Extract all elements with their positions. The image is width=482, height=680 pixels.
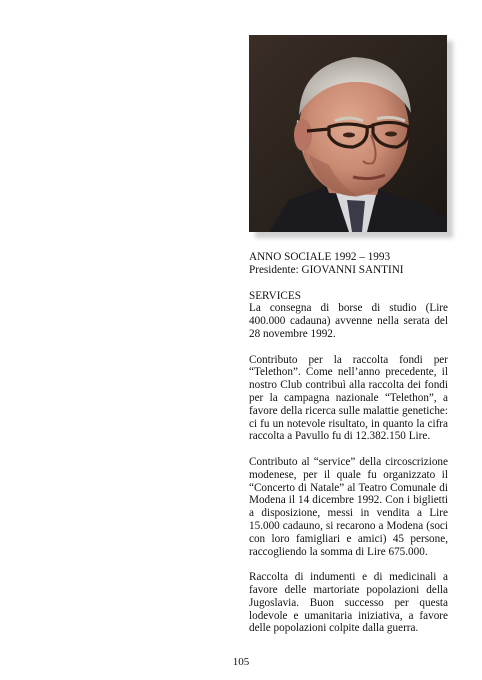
social-year-heading: ANNO SOCIALE 1992 – 1993: [249, 251, 391, 263]
portrait-photo: [249, 35, 447, 232]
services-title: SERVICES: [249, 289, 301, 302]
portrait-illustration: [249, 35, 447, 232]
page-number: 105: [232, 656, 250, 668]
text-column: [249, 251, 448, 648]
service-paragraph: Contributo al “service” della circoscrizione modenese, per il quale fu organizzato il “Concerto di Natale” al Teatro Comunale di Modena il 14 dicembre 1992. Con i biglietti a disposizione, messi in vendita a Lire 15.000 cadauno, si recarono a Modena (soci con loro famigliari e amici) 45 persone, raccogliendo la somma di Lire 675.000.: [249, 455, 448, 558]
president-heading: Presidente: GIOVANNI SANTINI: [249, 263, 404, 276]
service-paragraph: La consegna di borse di studio (Lire 400.000 cadauna) avvenne nella serata del 28 novembre 1992.: [249, 302, 448, 340]
service-paragraph: Contributo per la raccolta fondi per “Telethon”. Come nell’anno precedente, il nostro Club contribuì alla raccolta dei fondi per la campagna nazionale “Telethon”, a favore della ricerca sulle malattie genetiche: ci fu un notevole risultato, in quanto la cifra raccolta a Pavullo fu di 12.382.150 Lire.: [249, 353, 448, 443]
portrait-image: [249, 35, 447, 232]
service-paragraph: Raccolta di indumenti e di medicinali a favore delle martoriate popolazioni della Jugoslavia. Buon successo per questa lodevole e umanitaria iniziativa, a favore delle popolazioni colpite dalla guerra.: [249, 571, 448, 635]
